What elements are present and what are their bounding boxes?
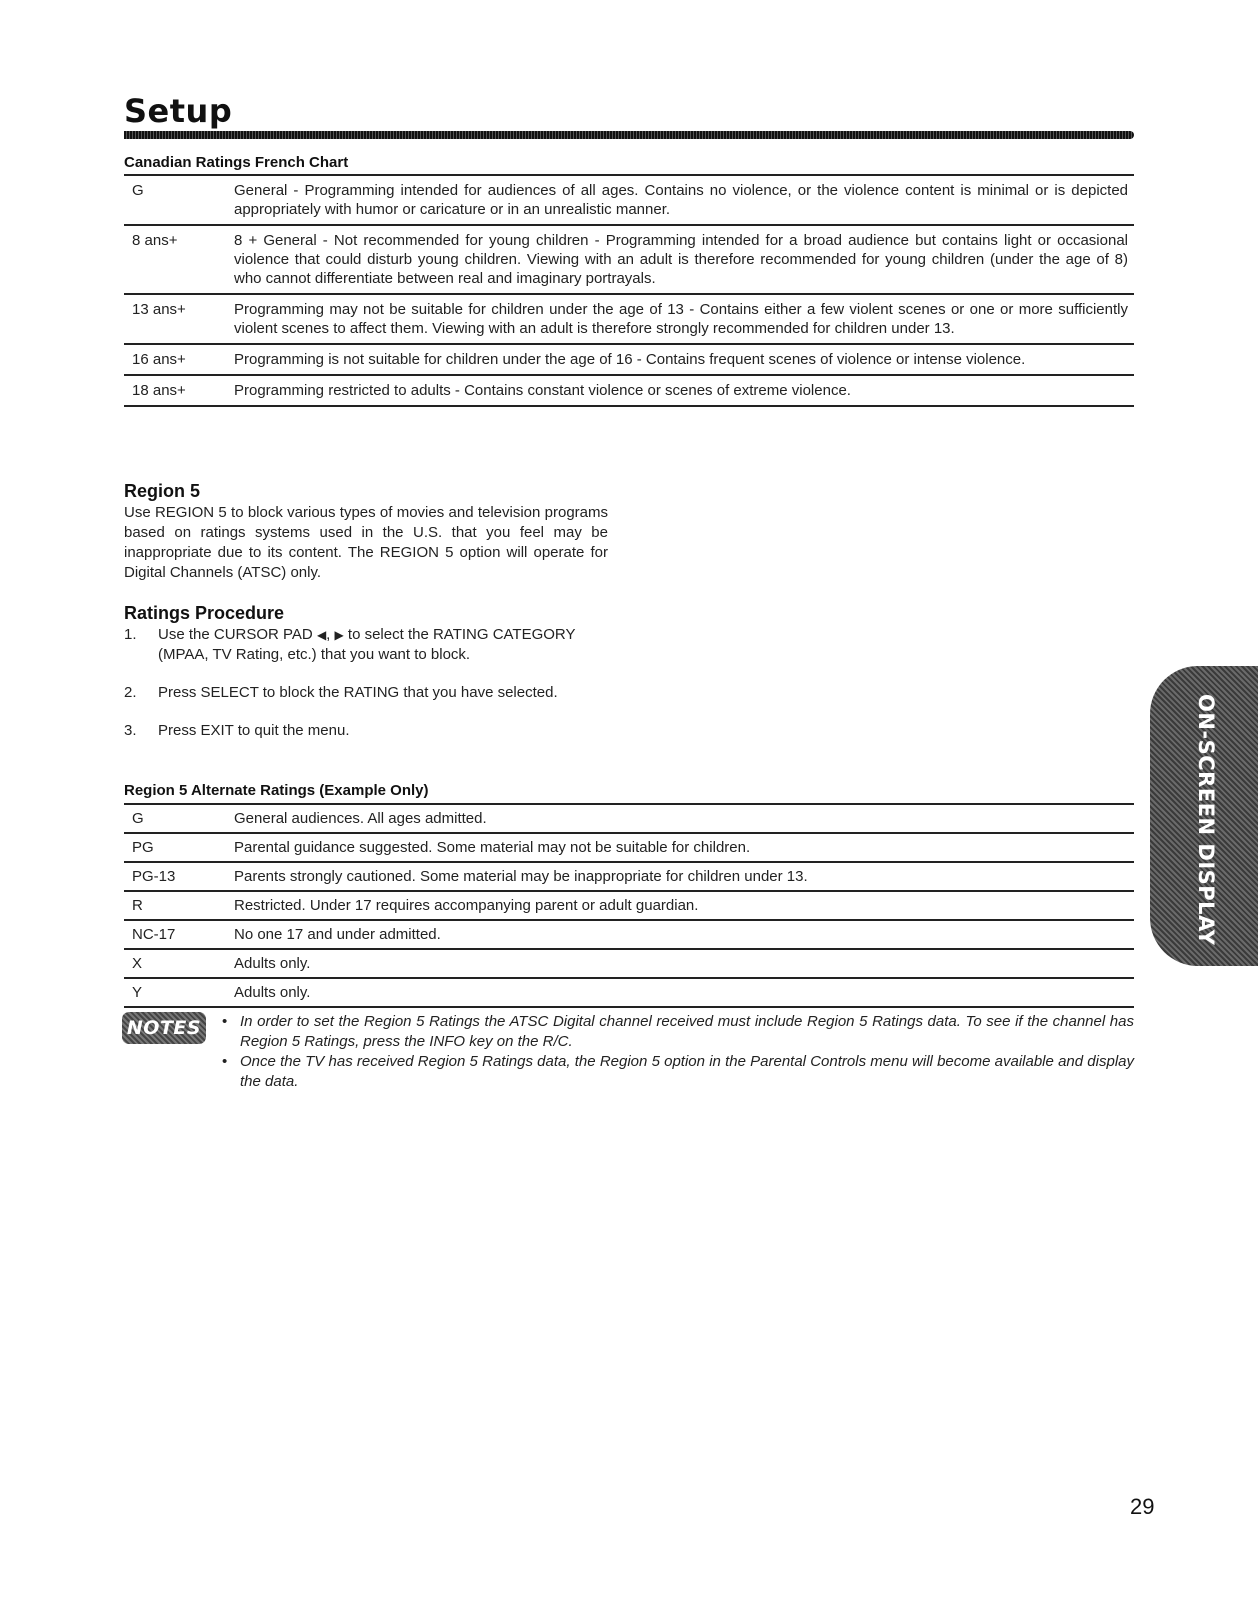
title-rule: [124, 131, 1134, 139]
rating-code: 16 ans+: [132, 351, 186, 368]
rating-description: 8 + General - Not recommended for young children - Programming intended for a broad audience but contains light or occasional violence that could disturb young children. Viewing with an adult is therefore recommended for young children (under the age of 8) who cannot differentiate between real and imaginary portrayals.: [234, 232, 1128, 287]
notes-badge: NOTES: [122, 1012, 206, 1044]
left-arrow-icon: ◀: [316, 628, 327, 642]
notes-list: [222, 1012, 1134, 1092]
page-title: Setup: [124, 92, 233, 130]
rating-code: PG-13: [132, 868, 176, 885]
rating-code: X: [132, 955, 143, 972]
step-text-after: to select the RATING CATEGORY (MPAA, TV Rating, etc.) that you want to block.: [158, 626, 576, 663]
rating-code: 18 ans+: [132, 382, 186, 399]
table-row: [124, 804, 1134, 833]
arrow-separator: ,: [326, 626, 335, 643]
rating-description: Programming restricted to adults - Contains constant violence or scenes of extreme violence.: [234, 382, 851, 399]
canadian-french-chart-title: Canadian Ratings French Chart: [124, 154, 349, 171]
region5-alternate-title: Region 5 Alternate Ratings (Example Only): [124, 782, 429, 799]
procedure-step: [124, 625, 624, 665]
bullet-icon: •: [222, 1013, 228, 1030]
rating-code: PG: [132, 839, 154, 856]
table-row: [124, 949, 1134, 978]
rating-code: R: [132, 897, 143, 914]
rating-description: Adults only.: [234, 984, 311, 1001]
region5-alternate-ratings-table: [124, 803, 1134, 1008]
rating-code: G: [132, 182, 144, 199]
region5-heading: Region 5: [124, 481, 201, 501]
rating-description: General - Programming intended for audiences of all ages. Contains no violence, or the violence content is minimal or is depicted appropriately with humor or caricature or in an unrealistic manner.: [234, 182, 1128, 218]
canadian-french-ratings-table: [124, 174, 1134, 407]
ratings-procedure-steps: [124, 625, 624, 741]
note-text: Once the TV has received Region 5 Ratings data, the Region 5 option in the Parental Controls menu will become available and display the data.: [240, 1053, 1134, 1090]
ratings-procedure-heading: Ratings Procedure: [124, 603, 285, 623]
page-number: 29: [1130, 1494, 1155, 1519]
rating-code: 13 ans+: [132, 301, 186, 318]
rating-code: Y: [132, 984, 143, 1001]
table-row: [124, 978, 1134, 1007]
table-row: [124, 833, 1134, 862]
bullet-icon: •: [222, 1053, 228, 1070]
note-item: [222, 1052, 1134, 1092]
note-text: In order to set the Region 5 Ratings the ATSC Digital channel received must include Region 5 Ratings data. To see if the channel has Region 5 Ratings, press the INFO key on the R/C.: [240, 1013, 1134, 1050]
step-number: 3.: [124, 722, 137, 739]
rating-description: Programming is not suitable for children under the age of 16 - Contains frequent scenes of violence or intense violence.: [234, 351, 1026, 368]
table-row: [124, 344, 1134, 375]
region5-body: Use REGION 5 to block various types of movies and television programs based on ratings systems used in the U.S. that you feel may be inappropriate due to its content. The REGION 5 option will operate for Digital Channels (ATSC) only.: [124, 504, 608, 581]
rating-description: Adults only.: [234, 955, 311, 972]
table-row: [124, 225, 1134, 294]
table-row: [124, 920, 1134, 949]
rating-description: Parental guidance suggested. Some material may not be suitable for children.: [234, 839, 751, 856]
step-text-before: Use the CURSOR PAD: [158, 626, 317, 643]
step-number: 1.: [124, 626, 137, 643]
rating-description: No one 17 and under admitted.: [234, 926, 441, 943]
procedure-step: [124, 683, 624, 703]
step-text: Press SELECT to block the RATING that you have selected.: [158, 684, 558, 701]
rating-code: G: [132, 810, 144, 827]
table-row: [124, 375, 1134, 406]
table-row: [124, 891, 1134, 920]
note-item: [222, 1012, 1134, 1052]
right-arrow-icon: ▶: [334, 628, 344, 642]
step-number: 2.: [124, 684, 137, 701]
rating-code: 8 ans+: [132, 232, 178, 249]
procedure-step: [124, 721, 624, 741]
table-row: [124, 175, 1134, 225]
section-side-tab-label: ON-SCREEN DISPLAY: [1194, 694, 1218, 946]
table-row: [124, 862, 1134, 891]
rating-description: Programming may not be suitable for children under the age of 13 - Contains either a few violent scenes or one or more sufficiently violent scenes to affect them. Viewing with an adult is therefore strongly recommended for children under 13.: [234, 301, 1128, 337]
rating-code: NC-17: [132, 926, 176, 943]
step-text: Press EXIT to quit the menu.: [158, 722, 350, 739]
rating-description: General audiences. All ages admitted.: [234, 810, 487, 827]
table-row: [124, 294, 1134, 344]
rating-description: Restricted. Under 17 requires accompanying parent or adult guardian.: [234, 897, 699, 914]
rating-description: Parents strongly cautioned. Some material may be inappropriate for children under 13.: [234, 868, 808, 885]
